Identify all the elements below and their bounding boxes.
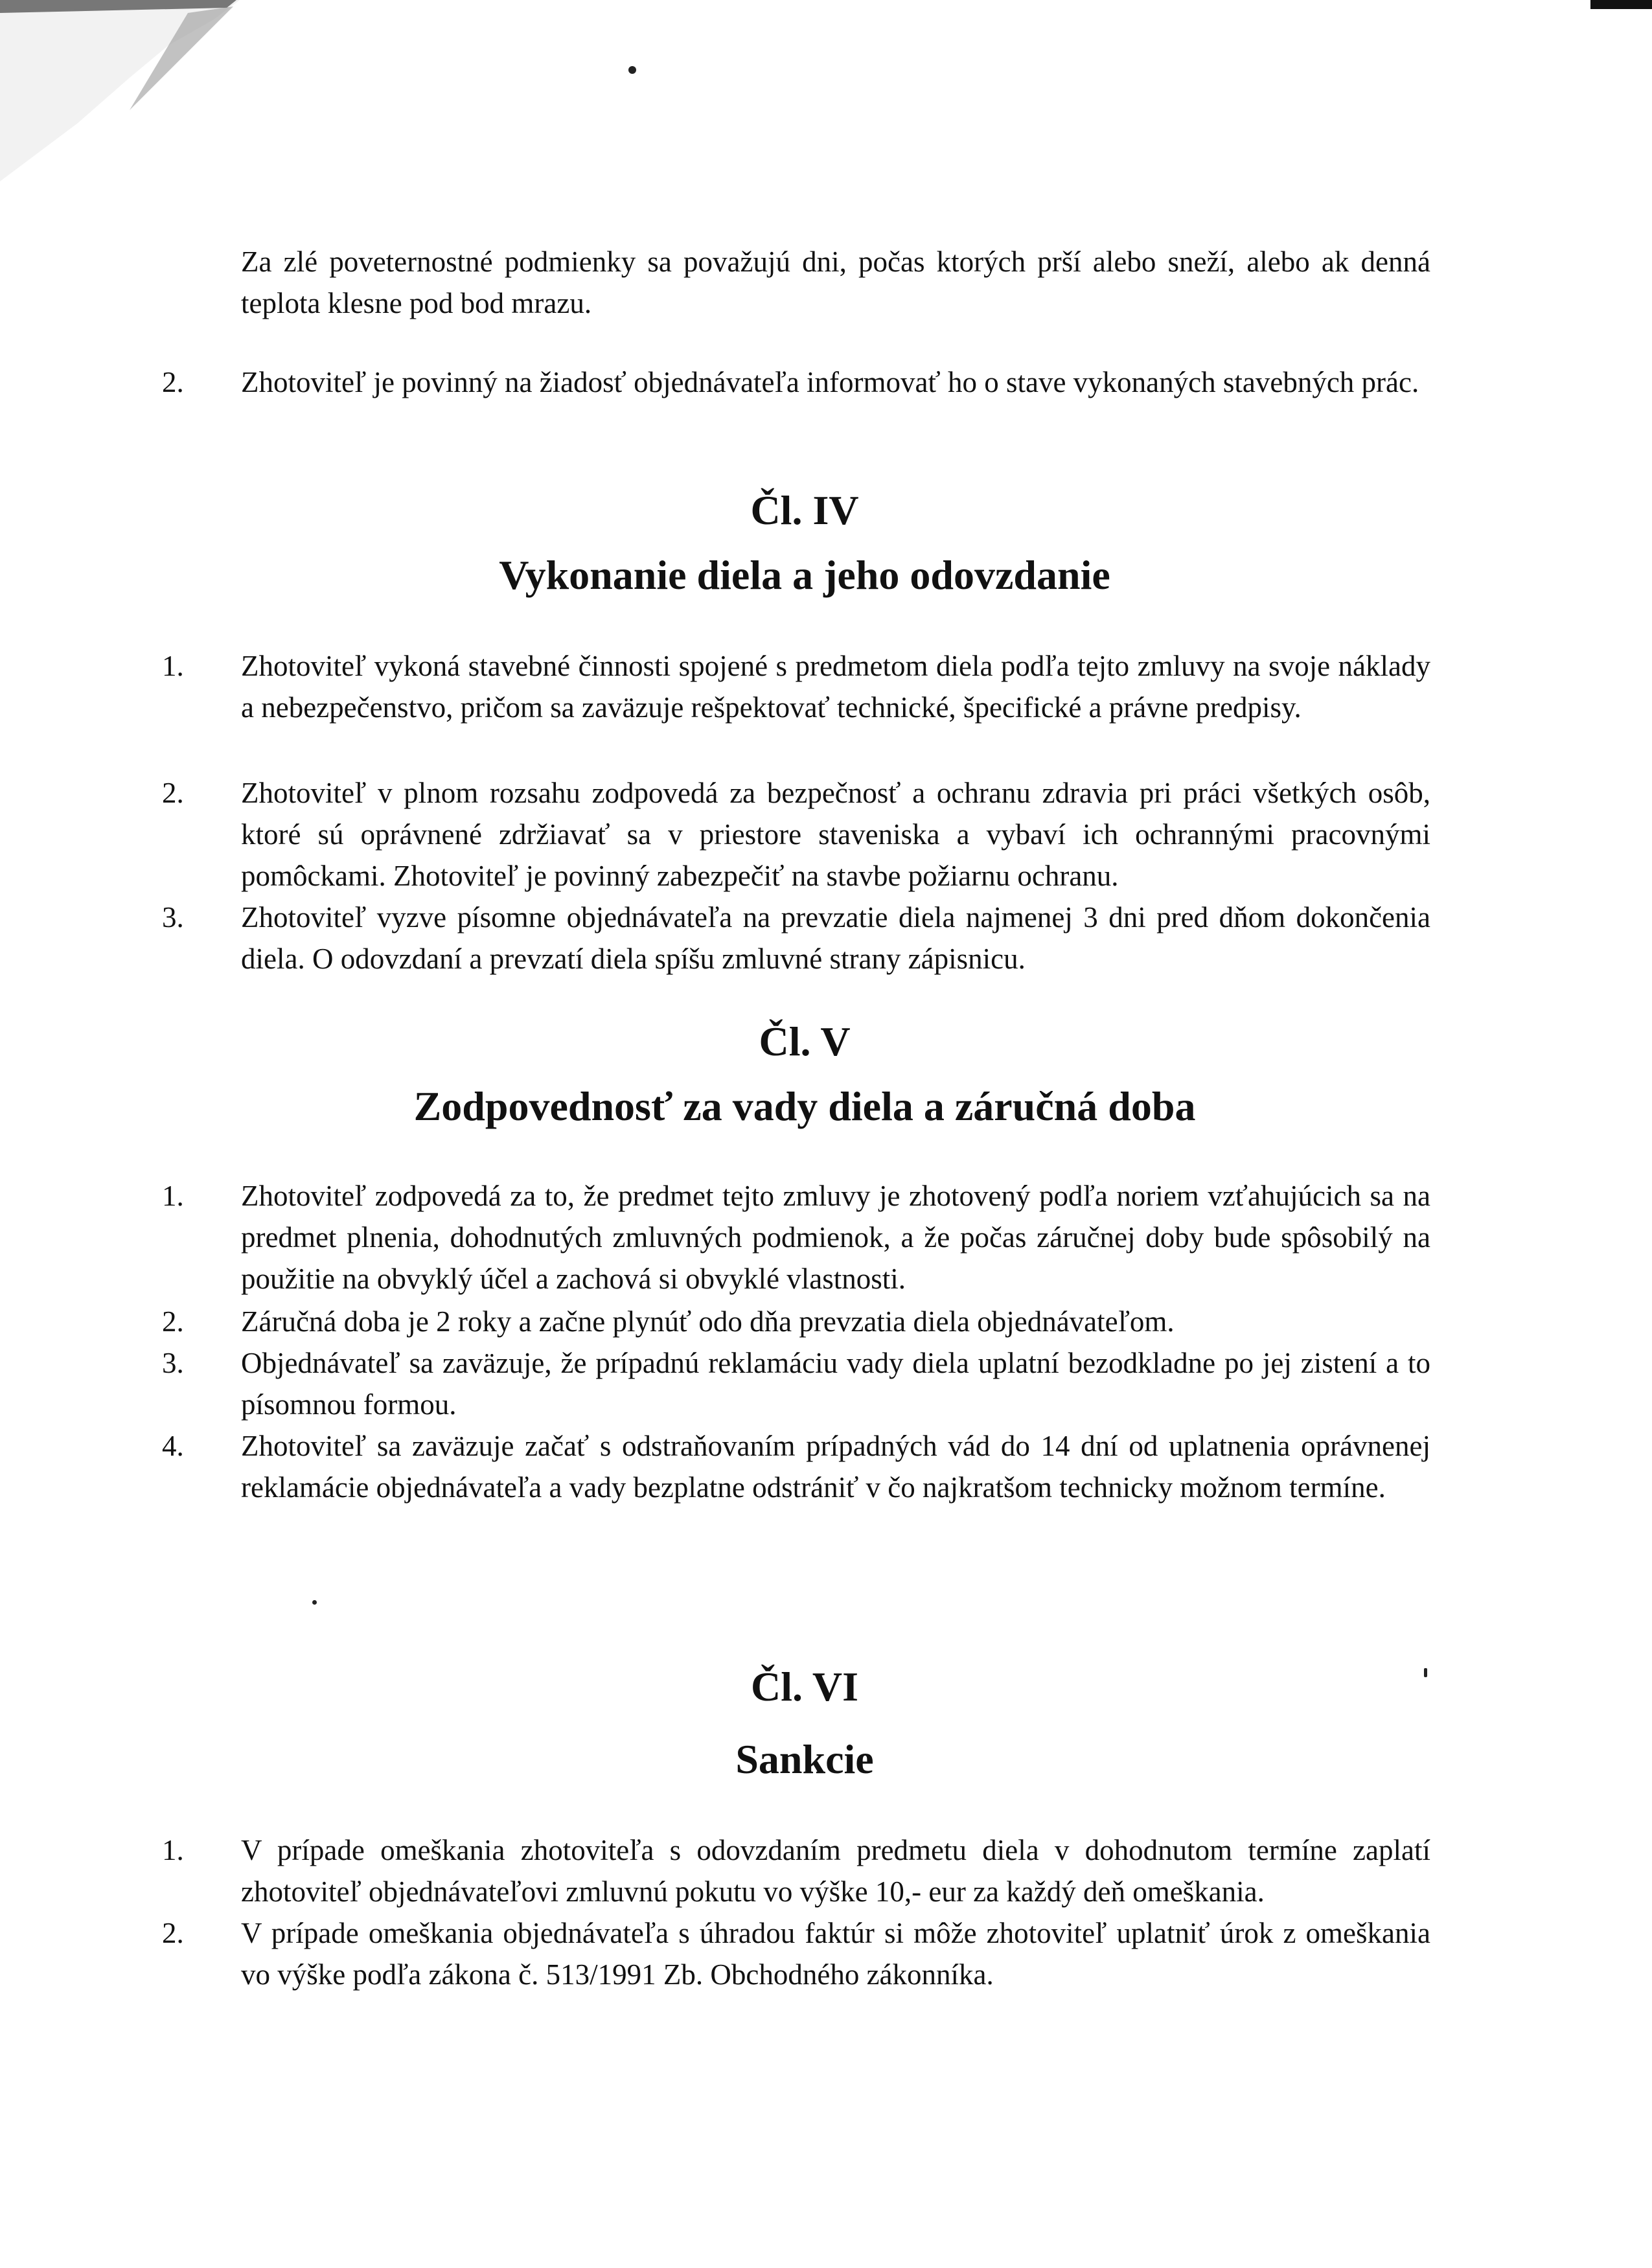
list-item-number: 1.: [162, 1834, 184, 1866]
scan-speck: [628, 66, 636, 74]
article-4-number: Čl. IV: [750, 487, 859, 533]
list-item-text: Zhotoviteľ je povinný na žiadosť objednávateľa informovať ho o stave vykonaných stavebných prác.: [241, 366, 1419, 398]
list-item-text: Objednávateľ sa zaväzuje, že prípadnú reklamáciu vady diela uplatní bezodkladne po jej zistení a to písomnou formou.: [241, 1347, 1430, 1421]
list-item-number: 3.: [162, 1347, 184, 1379]
scan-speck: [1424, 1668, 1427, 1677]
scan-edge-mark: [1590, 0, 1652, 9]
list-item-number: 2.: [162, 1917, 184, 1949]
article-6-number: Čl. VI: [751, 1664, 858, 1710]
list-item-text: Zhotoviteľ v plnom rozsahu zodpovedá za bezpečnosť a ochranu zdravia pri práci všetkých osôb, ktoré sú oprávnené zdržiavať sa v priestore staveniska a vybaví ich ochrannými pracovnými pomôckami. Zhotoviteľ je povinný zabezpečiť na stavbe požiarnu ochranu.: [241, 777, 1430, 892]
article-4-title: Vykonanie diela a jeho odovzdanie: [499, 552, 1110, 598]
intro-paragraph: Za zlé poveternostné podmienky sa považujú dni, počas ktorých prší alebo sneží, alebo ak denná teplota klesne pod bod mrazu.: [241, 246, 1430, 319]
list-item-number: 2.: [162, 366, 184, 398]
scan-corner-artifact: [0, 0, 259, 207]
list-item-text: Zhotoviteľ vyzve písomne objednávateľa na prevzatie diela najmenej 3 dni pred dňom dokončenia diela. O odovzdaní a prevzatí diela spíšu zmluvné strany zápisnicu.: [241, 901, 1430, 975]
list-item-number: 3.: [162, 901, 184, 934]
list-item-text: V prípade omeškania objednávateľa s úhradou faktúr si môže zhotoviteľ uplatniť úrok z omeškania vo výške podľa zákona č. 513/1991 Zb. Obchodného zákonníka.: [241, 1917, 1430, 1991]
list-item-text: Zhotoviteľ sa zaväzuje začať s odstraňovaním prípadných vád do 14 dní od uplatnenia oprávnenej reklamácie objednávateľa a vady bezplatne odstrániť v čo najkratšom technicky možnom termíne.: [241, 1430, 1430, 1504]
list-item-text: Zhotoviteľ zodpovedá za to, že predmet tejto zmluvy je zhotovený podľa noriem vzťahujúcich sa na predmet plnenia, dohodnutých zmluvných podmienok, a že počas záručnej doby bude spôsobilý na použitie na obvyklý účel a zachová si obvyklé vlastnosti.: [241, 1180, 1430, 1295]
list-item-number: 1.: [162, 1180, 184, 1212]
list-item-text: Záručná doba je 2 roky a začne plynúť odo dňa prevzatia diela objednávateľom.: [241, 1305, 1175, 1338]
article-5-title: Zodpovednosť za vady diela a záručná doba: [413, 1083, 1196, 1129]
article-5-number: Čl. V: [759, 1018, 851, 1064]
list-item-number: 1.: [162, 650, 184, 682]
article-6-title: Sankcie: [735, 1736, 874, 1782]
list-item-number: 2.: [162, 777, 184, 809]
list-item-number: 4.: [162, 1430, 184, 1462]
list-item-text: V prípade omeškania zhotoviteľa s odovzdaním predmetu diela v dohodnutom termíne zaplatí zhotoviteľ objednávateľovi zmluvnú pokutu vo výške 10,- eur za každý deň omeškania.: [241, 1834, 1430, 1908]
scan-speck: [312, 1600, 317, 1605]
list-item-text: Zhotoviteľ vykoná stavebné činnosti spojené s predmetom diela podľa tejto zmluvy na svoje náklady a nebezpečenstvo, pričom sa zaväzuje rešpektovať technické, špecifické a právne predpisy.: [241, 650, 1430, 724]
list-item-number: 2.: [162, 1305, 184, 1338]
